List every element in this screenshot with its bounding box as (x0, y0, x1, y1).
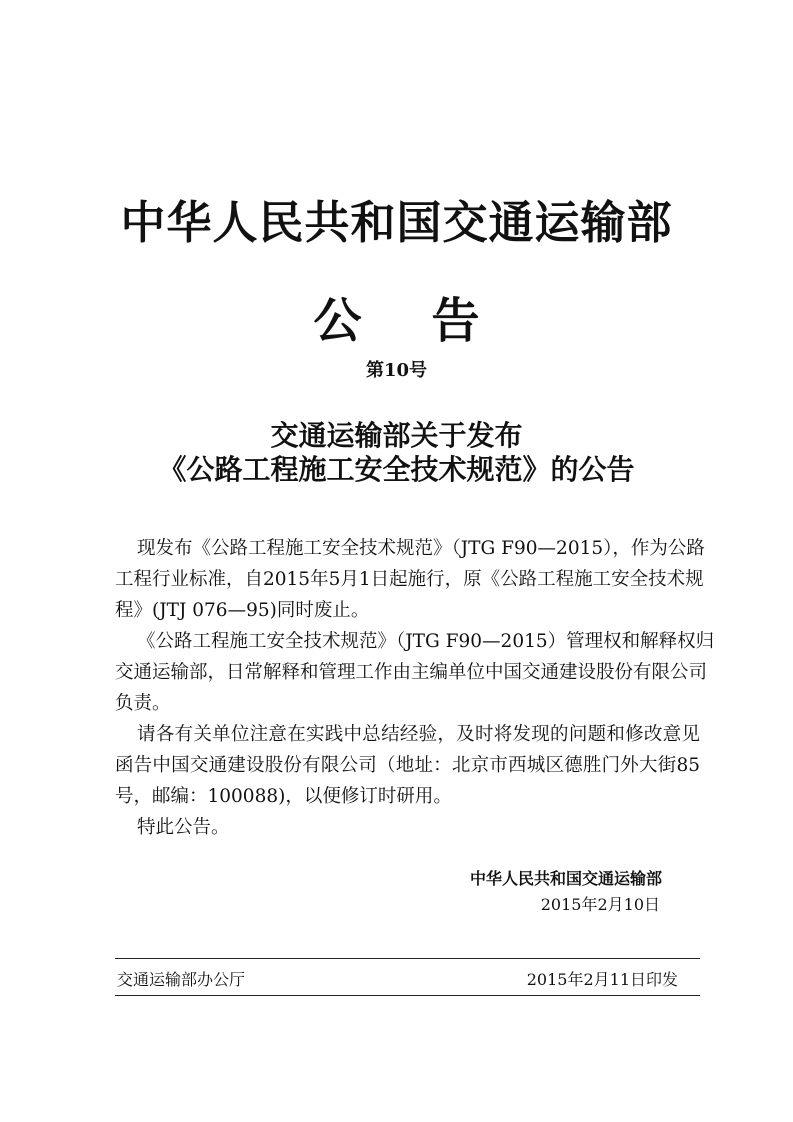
ministry-name: 中华人民共和国交通运输部 (120, 196, 673, 249)
body-line: 特此公告。 (137, 817, 230, 838)
signature-date: 2015年2月10日 (540, 895, 660, 914)
body-line: 工程行业标准，自2015年5月1日起施行，原《公路工程施工安全技术规 (115, 569, 704, 590)
body-line: 函告中国交通建设股份有限公司（地址：北京市西城区德胜门外大街85 (115, 755, 700, 776)
notice-heading: 公告 (313, 293, 550, 349)
notice-number: 第10号 (365, 360, 428, 381)
body-line: 交通运输部，日常解释和管理工作由主编单位中国交通建设股份有限公司 (115, 662, 708, 683)
notice-title-line-2: 《公路工程施工安全技术规范》的公告 (158, 453, 635, 486)
footer-office: 交通运输部办公厅 (117, 970, 246, 989)
footer-top-rule (115, 958, 700, 959)
body-line: 请各有关单位注意在实践中总结经验，及时将发现的问题和修改意见 (137, 724, 700, 745)
body-line: 《公路工程施工安全技术规范》（JTG F90—2015）管理权和解释权归 (137, 631, 715, 652)
body-line: 负责。 (115, 693, 171, 714)
body-line: 号，邮编：100088)，以便修订时研用。 (115, 786, 452, 807)
footer-bottom-rule (115, 995, 700, 996)
signature-issuer: 中华人民共和国交通运输部 (469, 869, 662, 888)
body-line: 现发布《公路工程施工安全技术规范》（JTG F90—2015），作为公路 (137, 538, 705, 559)
notice-title-line-1: 交通运输部关于发布 (270, 419, 523, 452)
footer-printed-date: 2015年2月11日印发 (526, 970, 678, 989)
body-line: 程》(JTJ 076—95)同时废止。 (115, 600, 370, 621)
